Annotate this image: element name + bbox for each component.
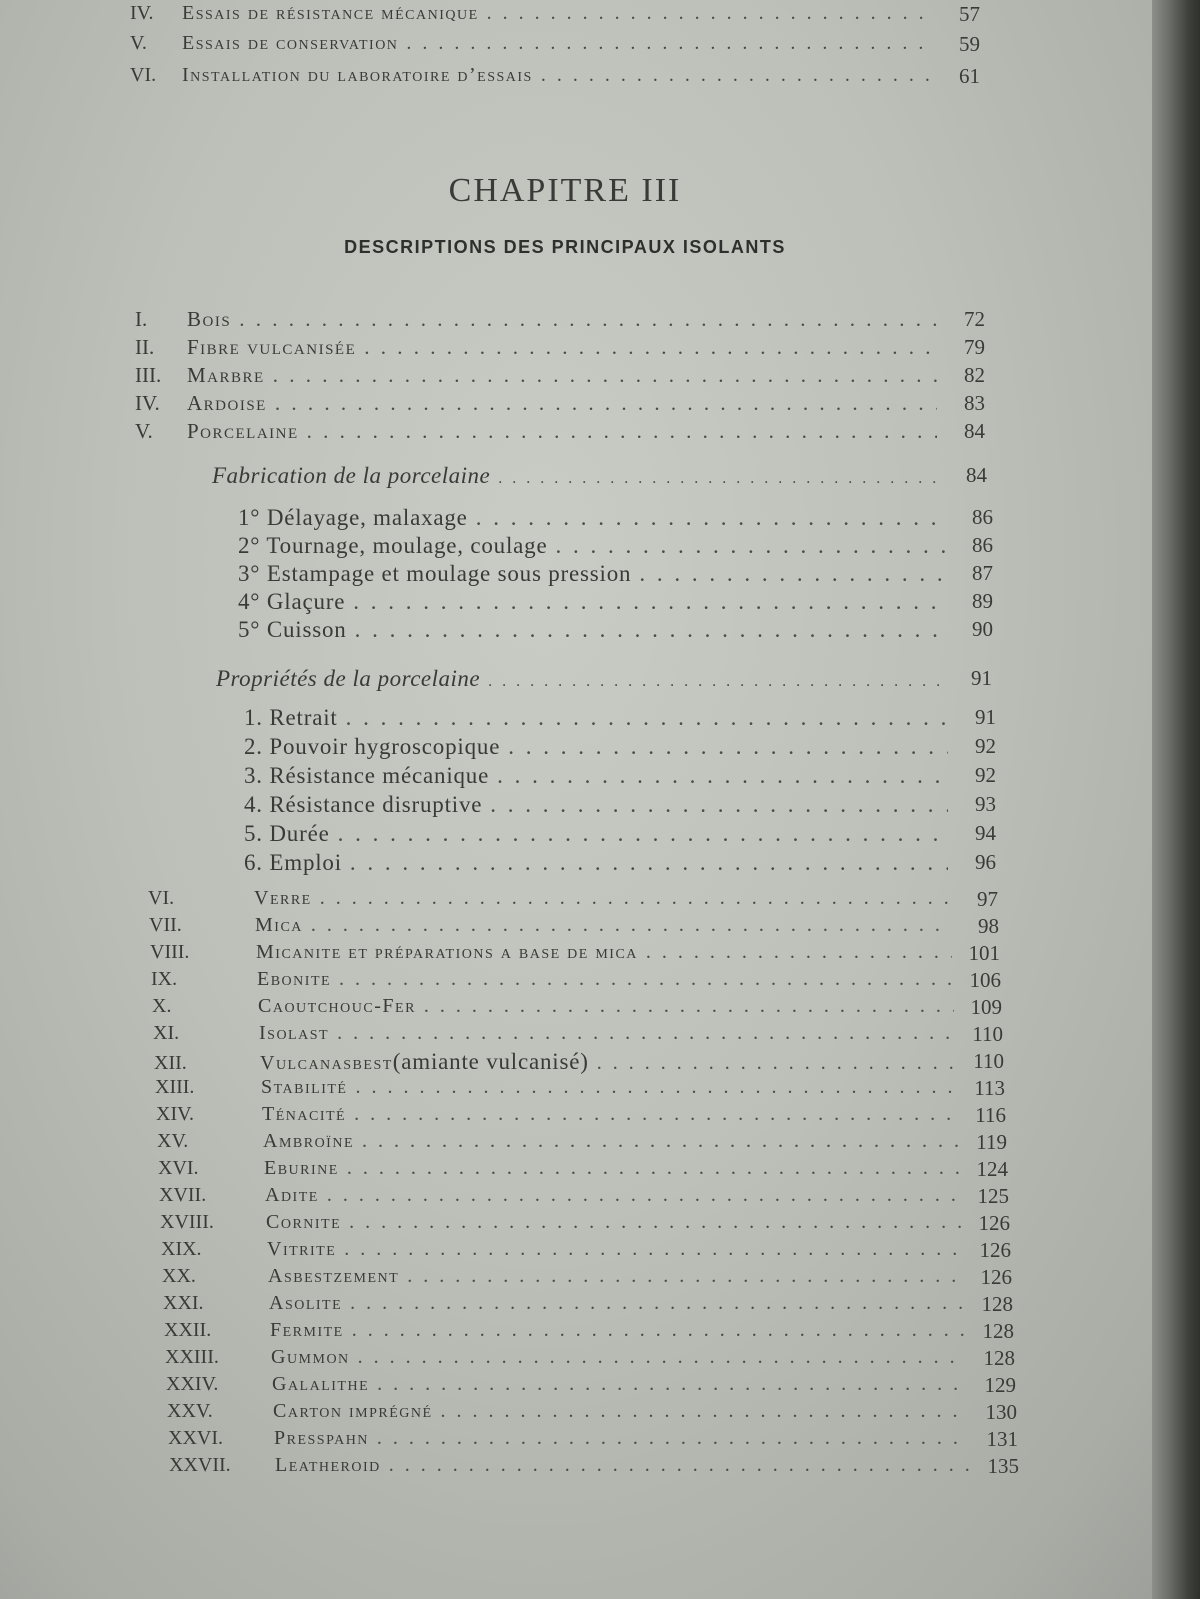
- dot-leader: [311, 914, 951, 937]
- entry-page: 129: [984, 1373, 1016, 1397]
- entry-page: 119: [976, 1130, 1007, 1154]
- entry-number: VIII.: [150, 941, 190, 963]
- entry-page: 59: [959, 32, 980, 56]
- dot-leader: [354, 1103, 958, 1126]
- entry-title: Presspahn: [274, 1427, 369, 1449]
- toc-entry: [160, 1211, 1010, 1234]
- entry-number: IV.: [130, 2, 154, 24]
- entry-number: XXV.: [167, 1400, 213, 1422]
- toc-entry: [152, 995, 1002, 1018]
- item-text: 6. Emploi: [244, 850, 342, 875]
- entry-page: 91: [971, 666, 992, 690]
- entry-page: 101: [968, 941, 1000, 965]
- entry-page: 87: [972, 561, 993, 585]
- entry-page: 125: [977, 1184, 1009, 1208]
- entry-number: XXVII.: [169, 1454, 231, 1476]
- entry-number: XV.: [157, 1130, 189, 1152]
- dot-leader: [355, 1076, 957, 1099]
- dot-leader: [364, 335, 937, 360]
- toc-entry: [135, 391, 985, 416]
- entry-title: Ambroïne: [263, 1130, 355, 1152]
- entry-number: IX.: [151, 968, 178, 990]
- toc-entry: [130, 64, 980, 87]
- dot-leader: [239, 307, 937, 332]
- entry-page: 128: [983, 1346, 1015, 1370]
- entry-title: Galalithe: [272, 1373, 370, 1395]
- entry-page: 79: [964, 335, 985, 359]
- toc-entry: [159, 1184, 1009, 1207]
- entry-title: Bois: [187, 307, 232, 331]
- dot-leader: [406, 32, 932, 55]
- subsection-item: [244, 850, 996, 876]
- entry-page: 130: [985, 1400, 1017, 1424]
- entry-page: 89: [972, 589, 993, 613]
- subsection-title: Fabrication de la porcelaine: [212, 463, 491, 488]
- toc-entry: [135, 419, 985, 444]
- entry-page: 124: [976, 1157, 1008, 1181]
- entry-page: 109: [970, 995, 1002, 1019]
- entry-number: XVIII.: [160, 1211, 214, 1233]
- entry-page: 135: [987, 1454, 1019, 1478]
- entry-title: Fibre vulcanisée: [187, 335, 357, 359]
- toc-entry: [169, 1454, 1019, 1477]
- item-text: 1° Délayage, malaxage: [238, 505, 468, 530]
- entry-title: Carton imprégné: [273, 1400, 433, 1422]
- dot-leader: [497, 763, 948, 789]
- item-text: 2° Tournage, moulage, coulage: [238, 533, 548, 558]
- entry-title-extra: (amiante vulcanisé): [392, 1049, 589, 1074]
- dot-leader: [424, 995, 954, 1018]
- entry-page: 57: [959, 2, 980, 26]
- entry-title: Essais de conservation: [182, 32, 399, 54]
- dot-leader: [377, 1373, 968, 1396]
- dot-leader: [441, 1400, 969, 1423]
- entry-title: Installation du laboratoire d’essais: [182, 64, 533, 86]
- entry-title: Caoutchouc-Fer: [258, 995, 416, 1017]
- entry-number: XX.: [162, 1265, 196, 1287]
- entry-number: I.: [135, 307, 148, 331]
- entry-title: Gummon: [271, 1346, 350, 1368]
- subsection-title: Propriétés de la porcelaine: [216, 666, 481, 691]
- dot-leader: [347, 1157, 960, 1180]
- dot-leader: [344, 1238, 963, 1261]
- subsection-item: [244, 734, 996, 760]
- entry-number: XIX.: [161, 1238, 202, 1260]
- entry-page: 91: [975, 705, 996, 729]
- dot-leader: [327, 1184, 961, 1207]
- subsection-item: [238, 533, 993, 559]
- item-text: 4° Glaçure: [238, 589, 346, 614]
- dot-leader: [350, 850, 948, 876]
- dot-leader: [487, 2, 932, 25]
- entry-page: 90: [972, 617, 993, 641]
- toc-entry: [165, 1346, 1015, 1369]
- dot-leader: [355, 617, 945, 643]
- toc-entry: [153, 1022, 1003, 1045]
- entry-number: XXI.: [163, 1292, 204, 1314]
- toc-entry: [150, 941, 1000, 964]
- entry-number: III.: [135, 363, 162, 387]
- entry-page: 98: [978, 914, 999, 938]
- item-text: 3° Estampage et moulage sous pression: [238, 561, 632, 586]
- entry-page: 83: [964, 391, 985, 415]
- entry-number: XI.: [153, 1022, 180, 1044]
- dot-leader: [337, 1022, 955, 1045]
- entry-number: II.: [135, 335, 155, 359]
- dot-leader: [490, 792, 948, 818]
- entry-title: Asbestzement: [268, 1265, 400, 1287]
- dot-leader: [555, 533, 945, 559]
- entry-number: XXIII.: [165, 1346, 219, 1368]
- entry-page: 131: [986, 1427, 1018, 1451]
- dot-leader: [639, 561, 945, 587]
- entry-number: VII.: [149, 914, 182, 936]
- entry-page: 93: [975, 792, 996, 816]
- entry-page: 128: [981, 1292, 1013, 1316]
- dot-leader: [273, 363, 937, 388]
- entry-page: 126: [978, 1211, 1010, 1235]
- dot-leader: [352, 1319, 966, 1342]
- entry-page: 126: [979, 1238, 1011, 1262]
- toc-entry: [156, 1103, 1006, 1126]
- entry-page: 82: [964, 363, 985, 387]
- dot-leader: [476, 505, 945, 531]
- item-text: 2. Pouvoir hygroscopique: [244, 734, 501, 759]
- toc-entry: [135, 335, 985, 360]
- item-text: 3. Résistance mécanique: [244, 763, 490, 788]
- entry-page: 116: [975, 1103, 1006, 1127]
- entry-title: Adite: [265, 1184, 319, 1206]
- entry-title: Isolast: [259, 1022, 330, 1044]
- entry-number: XXII.: [164, 1319, 212, 1341]
- toc-entry: [157, 1130, 1007, 1153]
- toc-entry: [135, 363, 985, 388]
- toc-entry: [130, 32, 980, 55]
- toc-entry: [151, 968, 1001, 991]
- toc-entry: [149, 914, 999, 937]
- entry-page: 126: [980, 1265, 1012, 1289]
- entry-page: 94: [975, 821, 996, 845]
- dot-leader: [541, 64, 932, 87]
- entry-number: X.: [152, 995, 172, 1017]
- subsection-heading: [216, 666, 992, 692]
- subsection-item: [244, 705, 996, 731]
- toc-entry: [155, 1076, 1005, 1099]
- dot-leader: [349, 1211, 962, 1234]
- entry-title: Ténacité: [262, 1103, 347, 1125]
- entry-title: Verre: [254, 887, 312, 909]
- item-text: 5. Durée: [244, 821, 330, 846]
- toc-entry: [166, 1373, 1016, 1396]
- dot-leader: [597, 1052, 956, 1075]
- dot-leader: [350, 1292, 965, 1315]
- toc-entry: [148, 887, 998, 910]
- entry-title: Essais de résistance mécanique: [182, 2, 479, 24]
- entry-title: Asolite: [269, 1292, 343, 1314]
- entry-number: XII.: [154, 1052, 187, 1074]
- toc-entry: [162, 1265, 1012, 1288]
- dot-leader: [307, 419, 937, 444]
- subsection-item: [244, 821, 996, 847]
- chapter-subtitle: DESCRIPTIONS DES PRINCIPAUX ISOLANTS: [344, 237, 786, 257]
- toc-entry: [135, 307, 985, 332]
- item-text: 5° Cuisson: [238, 617, 347, 642]
- dot-leader: [407, 1265, 964, 1288]
- entry-page: 96: [975, 850, 996, 874]
- chapter-title: CHAPITRE III: [448, 172, 682, 209]
- subsection-item: [244, 792, 996, 818]
- entry-title: Cornite: [266, 1211, 342, 1233]
- entry-page: 84: [964, 419, 985, 443]
- entry-number: VI.: [148, 887, 175, 909]
- entry-number: V.: [135, 419, 153, 443]
- entry-title: Vitrite: [267, 1238, 337, 1260]
- dot-leader: [338, 821, 948, 847]
- entry-number: XXIV.: [166, 1373, 219, 1395]
- entry-number: IV.: [135, 391, 160, 415]
- item-text: 4. Résistance disruptive: [244, 792, 483, 817]
- toc-entry: [168, 1427, 1018, 1450]
- dot-leader: [346, 705, 948, 731]
- toc-entry: [154, 1049, 1004, 1075]
- dot-leader: [275, 391, 937, 416]
- dot-leader: [353, 589, 945, 615]
- entry-page: 110: [973, 1049, 1004, 1073]
- subsection-item: [244, 763, 996, 789]
- item-text: 1. Retrait: [244, 705, 338, 730]
- entry-number: XIV.: [156, 1103, 194, 1125]
- toc-entry: [130, 2, 980, 25]
- dot-leader: [508, 734, 948, 760]
- entry-title: Porcelaine: [187, 419, 299, 443]
- entry-page: 72: [964, 307, 985, 331]
- entry-number: XIII.: [155, 1076, 195, 1098]
- entry-number: XXVI.: [168, 1427, 223, 1449]
- entry-page: 86: [972, 533, 993, 557]
- dot-leader: [339, 968, 953, 991]
- subsection-item: [238, 589, 993, 615]
- entry-page: 106: [969, 968, 1001, 992]
- entry-number: VI.: [130, 64, 157, 86]
- entry-page: 128: [982, 1319, 1014, 1343]
- toc-entry: [163, 1292, 1013, 1315]
- entry-page: 110: [972, 1022, 1003, 1046]
- toc-entry: [167, 1400, 1017, 1423]
- entry-title: Ebonite: [257, 968, 332, 990]
- entry-title: Ardoise: [187, 391, 267, 415]
- entry-number: XVI.: [158, 1157, 199, 1179]
- dot-leader: [362, 1130, 959, 1153]
- entry-page: 97: [977, 887, 998, 911]
- entry-page: 61: [959, 64, 980, 88]
- subsection-heading: [212, 463, 987, 489]
- toc-entry: [164, 1319, 1014, 1342]
- entry-title: Fermite: [270, 1319, 344, 1341]
- subsection-item: [238, 617, 993, 643]
- entry-number: XVII.: [159, 1184, 207, 1206]
- toc-entry: [158, 1157, 1008, 1180]
- dot-leader: [358, 1346, 967, 1369]
- entry-page: 86: [972, 505, 993, 529]
- entry-title: Eburine: [264, 1157, 339, 1179]
- entry-title: Micanite et préparations a base de mica: [256, 941, 638, 963]
- dot-leader: [498, 470, 939, 488]
- dot-leader: [389, 1454, 971, 1477]
- entry-page: 92: [975, 734, 996, 758]
- dot-leader: [377, 1427, 970, 1450]
- toc-entry: [161, 1238, 1011, 1261]
- entry-title: Leatheroid: [275, 1454, 381, 1476]
- entry-page: 113: [974, 1076, 1005, 1100]
- dot-leader: [488, 673, 944, 691]
- entry-title: Marbre: [187, 363, 265, 387]
- dot-leader: [320, 887, 950, 910]
- entry-title: Vulcanasbest: [260, 1052, 393, 1074]
- entry-number: V.: [130, 32, 147, 54]
- subsection-item: [238, 505, 993, 531]
- entry-page: 84: [966, 463, 987, 487]
- page-edge-shadow: [1152, 0, 1200, 1599]
- entry-title: Stabilité: [261, 1076, 348, 1098]
- dot-leader: [646, 941, 952, 964]
- entry-page: 92: [975, 763, 996, 787]
- entry-title: Mica: [255, 914, 303, 936]
- subsection-item: [238, 561, 993, 587]
